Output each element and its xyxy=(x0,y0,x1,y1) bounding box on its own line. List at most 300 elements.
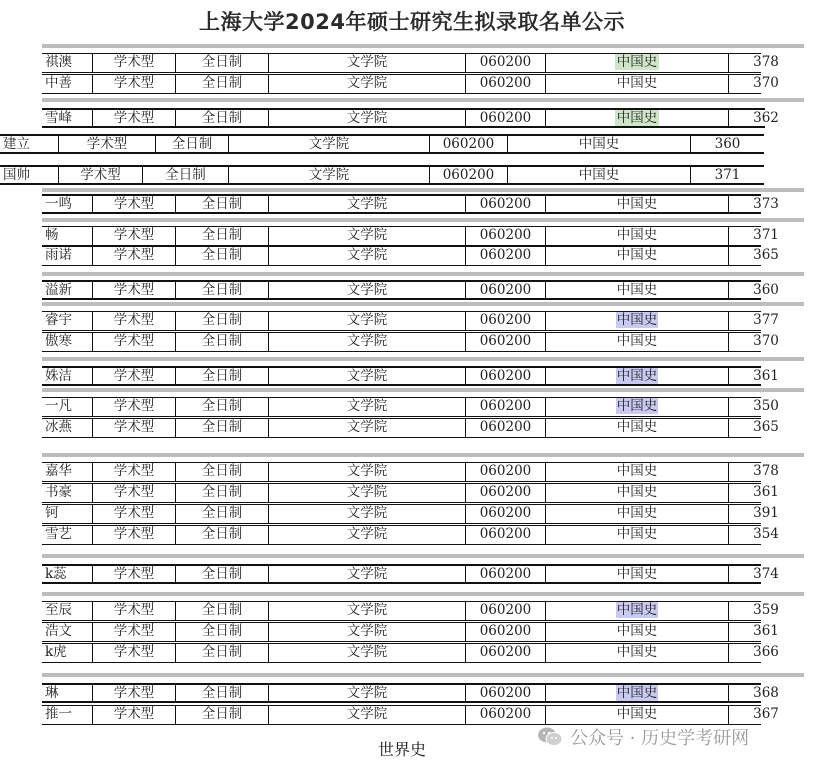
table-row xyxy=(0,134,764,154)
code-cell xyxy=(465,644,545,662)
major-cell-text: 中国史 xyxy=(616,526,658,542)
college-cell xyxy=(268,685,465,701)
watermark xyxy=(536,724,749,750)
college-cell-text: 文学院 xyxy=(346,398,388,414)
table-row xyxy=(42,397,779,417)
mode-cell-text: 全日制 xyxy=(201,398,243,414)
major-cell xyxy=(545,227,728,245)
name-cell xyxy=(42,368,92,384)
code-cell xyxy=(465,526,545,544)
row-separator xyxy=(42,302,804,306)
name-cell xyxy=(42,54,92,72)
score-cell-text: 366 xyxy=(753,644,779,660)
table-row xyxy=(42,246,779,266)
mode-cell xyxy=(175,75,268,93)
table-row xyxy=(42,194,779,214)
college-cell-text: 文学院 xyxy=(346,505,388,521)
type-cell-text: 学术型 xyxy=(113,227,155,243)
name-cell xyxy=(42,196,92,212)
row-separator xyxy=(42,453,804,457)
college-cell-text: 文学院 xyxy=(346,312,388,328)
mode-cell xyxy=(175,484,268,502)
type-cell xyxy=(92,685,175,701)
code-cell xyxy=(465,227,545,245)
type-cell xyxy=(92,526,175,544)
score-cell-text: 365 xyxy=(753,247,779,263)
code-cell xyxy=(465,398,545,416)
name-cell xyxy=(42,463,92,481)
score-cell xyxy=(728,368,803,384)
college-cell xyxy=(268,398,465,416)
name-cell-text: 傲寒 xyxy=(45,333,72,349)
major-cell-text: 中国史 xyxy=(616,419,658,435)
type-cell xyxy=(92,484,175,502)
type-cell-text: 学术型 xyxy=(80,167,121,183)
mode-cell xyxy=(175,247,268,265)
table-row xyxy=(42,622,779,642)
score-cell xyxy=(728,419,803,437)
major-cell-text: 中国史 xyxy=(616,398,658,414)
code-cell-text: 060200 xyxy=(479,282,532,298)
mode-cell xyxy=(175,505,268,523)
name-cell xyxy=(0,167,58,183)
score-cell-text: 370 xyxy=(753,75,779,91)
score-cell-text: 378 xyxy=(753,54,779,70)
code-cell-text: 060200 xyxy=(479,368,532,384)
mode-cell xyxy=(142,167,228,183)
table-row xyxy=(42,366,779,386)
mode-cell-text: 全日制 xyxy=(201,368,243,384)
type-cell xyxy=(92,505,175,523)
code-cell-text: 060200 xyxy=(442,167,495,183)
name-cell-text: 钶 xyxy=(45,505,59,521)
major-cell-text: 中国史 xyxy=(616,602,658,618)
name-cell-text: 琳 xyxy=(45,685,59,701)
score-cell-text: 370 xyxy=(753,333,779,349)
type-cell xyxy=(92,368,175,384)
score-cell-text: 391 xyxy=(753,505,779,521)
code-cell xyxy=(465,282,545,298)
mode-cell xyxy=(175,685,268,701)
name-cell xyxy=(42,602,92,620)
section-label-world-history: 世界史 xyxy=(377,740,426,759)
major-cell xyxy=(545,75,728,93)
major-cell-text: 中国史 xyxy=(616,54,658,70)
row-separator xyxy=(42,388,804,392)
major-cell xyxy=(545,505,728,523)
major-cell xyxy=(545,685,728,701)
table-row xyxy=(42,643,779,663)
score-cell-text: 354 xyxy=(753,526,779,542)
code-cell-text: 060200 xyxy=(479,602,532,618)
code-cell xyxy=(465,196,545,212)
mode-cell-text: 全日制 xyxy=(165,167,206,183)
major-cell xyxy=(545,463,728,481)
mode-cell-text: 全日制 xyxy=(201,75,243,91)
major-cell-text: 中国史 xyxy=(616,463,658,479)
code-cell xyxy=(465,75,545,93)
name-cell-text: 推一 xyxy=(45,706,72,722)
code-cell-text: 060200 xyxy=(479,110,532,126)
major-cell-text: 中国史 xyxy=(616,196,658,212)
type-cell xyxy=(92,398,175,416)
major-cell-text: 中国史 xyxy=(578,136,620,152)
score-cell xyxy=(690,167,764,183)
mode-cell-text: 全日制 xyxy=(201,602,243,618)
college-cell xyxy=(268,706,465,724)
name-cell-text: k蕊 xyxy=(45,566,67,582)
row-separator xyxy=(42,357,804,361)
mode-cell-text: 全日制 xyxy=(201,333,243,349)
name-cell-text: 国帅 xyxy=(3,167,30,183)
college-cell xyxy=(268,247,465,265)
table-row xyxy=(42,683,779,703)
college-cell-text: 文学院 xyxy=(346,333,388,349)
type-cell-text: 学术型 xyxy=(113,602,155,618)
name-cell xyxy=(42,419,92,437)
code-cell-text: 060200 xyxy=(479,505,532,521)
mode-cell-text: 全日制 xyxy=(201,566,243,582)
code-cell xyxy=(465,463,545,481)
major-cell xyxy=(545,419,728,437)
score-cell xyxy=(728,333,803,351)
row-separator xyxy=(42,673,804,677)
code-cell xyxy=(465,623,545,641)
mode-cell-text: 全日制 xyxy=(201,282,243,298)
name-cell-text: 雪艺 xyxy=(45,526,72,542)
table-row xyxy=(42,525,779,545)
score-cell xyxy=(728,75,803,93)
score-cell xyxy=(728,282,803,298)
wechat-icon xyxy=(536,725,564,749)
college-cell-text: 文学院 xyxy=(346,282,388,298)
table-row xyxy=(42,705,779,725)
type-cell-text: 学术型 xyxy=(113,463,155,479)
name-cell-text: 畅 xyxy=(45,227,59,243)
name-cell xyxy=(42,505,92,523)
major-cell xyxy=(545,333,728,351)
type-cell xyxy=(92,54,175,72)
major-cell-text: 中国史 xyxy=(616,368,658,384)
college-cell xyxy=(268,526,465,544)
mode-cell xyxy=(175,227,268,245)
type-cell-text: 学术型 xyxy=(113,54,155,70)
score-cell-text: 360 xyxy=(714,136,741,152)
table-row xyxy=(42,564,779,584)
code-cell-text: 060200 xyxy=(479,54,532,70)
score-cell-text: 361 xyxy=(753,623,779,639)
mode-cell xyxy=(175,282,268,298)
major-cell-text: 中国史 xyxy=(616,484,658,500)
code-cell-text: 060200 xyxy=(479,484,532,500)
major-cell xyxy=(545,247,728,265)
name-cell xyxy=(42,644,92,662)
mode-cell-text: 全日制 xyxy=(201,54,243,70)
mode-cell-text: 全日制 xyxy=(201,505,243,521)
name-cell-text: 中善 xyxy=(45,75,72,91)
type-cell-text: 学术型 xyxy=(113,368,155,384)
major-cell xyxy=(545,644,728,662)
table-row xyxy=(42,53,779,73)
mode-cell xyxy=(175,566,268,582)
major-cell-text: 中国史 xyxy=(616,644,658,660)
code-cell xyxy=(465,505,545,523)
college-cell-text: 文学院 xyxy=(346,368,388,384)
major-cell xyxy=(545,602,728,620)
type-cell xyxy=(92,566,175,582)
major-cell-text: 中国史 xyxy=(616,505,658,521)
score-cell xyxy=(728,566,803,582)
code-cell-text: 060200 xyxy=(479,196,532,212)
score-cell-text: 361 xyxy=(753,368,779,384)
college-cell xyxy=(268,110,465,126)
college-cell-text: 文学院 xyxy=(346,110,388,126)
score-cell xyxy=(728,623,803,641)
code-cell xyxy=(465,419,545,437)
score-cell xyxy=(728,54,803,72)
major-cell-text: 中国史 xyxy=(616,312,658,328)
college-cell-text: 文学院 xyxy=(346,54,388,70)
mode-cell-text: 全日制 xyxy=(201,110,243,126)
college-cell xyxy=(268,566,465,582)
college-cell xyxy=(268,463,465,481)
type-cell-text: 学术型 xyxy=(113,706,155,722)
major-cell xyxy=(545,526,728,544)
row-separator xyxy=(42,218,804,222)
mode-cell-text: 全日制 xyxy=(201,312,243,328)
type-cell-text: 学术型 xyxy=(113,398,155,414)
name-cell xyxy=(42,110,92,126)
major-cell xyxy=(545,312,728,330)
table-row xyxy=(42,74,779,94)
college-cell-text: 文学院 xyxy=(346,227,388,243)
score-cell xyxy=(690,136,764,152)
college-cell xyxy=(268,419,465,437)
mode-cell xyxy=(175,312,268,330)
college-cell-text: 文学院 xyxy=(346,526,388,542)
major-cell xyxy=(545,368,728,384)
row-separator xyxy=(42,272,804,276)
type-cell-text: 学术型 xyxy=(113,247,155,263)
mode-cell xyxy=(175,602,268,620)
type-cell-text: 学术型 xyxy=(113,484,155,500)
type-cell-text: 学术型 xyxy=(86,136,128,152)
score-cell xyxy=(728,602,803,620)
college-cell xyxy=(268,196,465,212)
major-cell xyxy=(545,484,728,502)
table-row xyxy=(42,462,779,482)
mode-cell-text: 全日制 xyxy=(201,526,243,542)
name-cell-text: 浩文 xyxy=(45,623,72,639)
code-cell xyxy=(465,484,545,502)
college-cell-text: 文学院 xyxy=(308,136,350,152)
score-cell xyxy=(728,110,803,126)
code-cell-text: 060200 xyxy=(479,566,532,582)
table-row xyxy=(42,226,779,246)
major-cell-text: 中国史 xyxy=(616,333,658,349)
score-cell xyxy=(728,398,803,416)
score-cell-text: 368 xyxy=(753,685,779,701)
mode-cell xyxy=(155,136,228,152)
mode-cell-text: 全日制 xyxy=(201,247,243,263)
major-cell-text: 中国史 xyxy=(616,706,658,722)
major-cell xyxy=(545,196,728,212)
name-cell-text: 溢新 xyxy=(45,282,72,298)
table-row xyxy=(42,483,779,503)
major-cell-text: 中国史 xyxy=(578,167,620,183)
major-cell-text: 中国史 xyxy=(616,75,658,91)
type-cell xyxy=(92,247,175,265)
watermark-text: 公众号 · 历史学考研网 xyxy=(570,728,750,749)
college-cell-text: 文学院 xyxy=(346,484,388,500)
code-cell xyxy=(465,685,545,701)
college-cell xyxy=(268,368,465,384)
code-cell-text: 060200 xyxy=(479,247,532,263)
table-row xyxy=(42,108,779,128)
score-cell xyxy=(728,196,803,212)
score-cell-text: 377 xyxy=(753,312,779,328)
score-cell xyxy=(728,312,803,330)
score-cell-text: 371 xyxy=(753,227,779,243)
type-cell-text: 学术型 xyxy=(113,566,155,582)
mode-cell xyxy=(175,398,268,416)
major-cell-text: 中国史 xyxy=(616,247,658,263)
score-cell xyxy=(728,644,803,662)
college-cell-text: 文学院 xyxy=(308,167,350,183)
score-cell xyxy=(728,463,803,481)
type-cell-text: 学术型 xyxy=(113,312,155,328)
type-cell-text: 学术型 xyxy=(113,196,155,212)
code-cell-text: 060200 xyxy=(479,398,532,414)
mode-cell xyxy=(175,333,268,351)
college-cell-text: 文学院 xyxy=(346,644,388,660)
major-cell xyxy=(545,623,728,641)
college-cell xyxy=(268,282,465,298)
score-cell xyxy=(728,227,803,245)
score-cell-text: 362 xyxy=(753,110,779,126)
name-cell xyxy=(42,685,92,701)
score-cell xyxy=(728,484,803,502)
mode-cell-text: 全日制 xyxy=(201,484,243,500)
college-cell xyxy=(268,333,465,351)
college-cell xyxy=(228,136,429,152)
type-cell-text: 学术型 xyxy=(113,75,155,91)
score-cell-text: 373 xyxy=(753,196,779,212)
mode-cell-text: 全日制 xyxy=(201,706,243,722)
name-cell xyxy=(42,333,92,351)
score-cell-text: 359 xyxy=(753,602,779,618)
mode-cell xyxy=(175,196,268,212)
mode-cell-text: 全日制 xyxy=(201,227,243,243)
name-cell-text: 祺澳 xyxy=(45,54,72,70)
type-cell xyxy=(92,75,175,93)
college-cell-text: 文学院 xyxy=(346,685,388,701)
page-title: 上海大学2024年硕士研究生拟录取名单公示 xyxy=(199,10,625,34)
code-cell-text: 060200 xyxy=(479,526,532,542)
table-row xyxy=(42,418,779,438)
table-row xyxy=(0,165,764,185)
type-cell xyxy=(92,706,175,724)
name-cell xyxy=(42,282,92,298)
code-cell-text: 060200 xyxy=(479,75,532,91)
row-separator xyxy=(42,592,804,596)
major-cell xyxy=(545,282,728,298)
code-cell-text: 060200 xyxy=(442,136,495,152)
major-cell-text: 中国史 xyxy=(616,623,658,639)
name-cell-text: 雪峰 xyxy=(45,110,72,126)
score-cell-text: 360 xyxy=(753,282,779,298)
type-cell xyxy=(92,196,175,212)
mode-cell xyxy=(175,706,268,724)
major-cell-text: 中国史 xyxy=(616,110,658,126)
score-cell-text: 350 xyxy=(753,398,779,414)
name-cell xyxy=(42,566,92,582)
score-cell xyxy=(728,247,803,265)
college-cell-text: 文学院 xyxy=(346,247,388,263)
code-cell-text: 060200 xyxy=(479,419,532,435)
code-cell xyxy=(465,110,545,126)
college-cell-text: 文学院 xyxy=(346,566,388,582)
code-cell-text: 060200 xyxy=(479,312,532,328)
code-cell xyxy=(465,706,545,724)
mode-cell xyxy=(175,644,268,662)
name-cell xyxy=(42,526,92,544)
mode-cell-text: 全日制 xyxy=(201,463,243,479)
college-cell-text: 文学院 xyxy=(346,196,388,212)
type-cell-text: 学术型 xyxy=(113,282,155,298)
type-cell-text: 学术型 xyxy=(113,685,155,701)
table-row xyxy=(42,601,779,621)
code-cell-text: 060200 xyxy=(479,685,532,701)
name-cell-text: 嘉华 xyxy=(45,463,72,479)
code-cell xyxy=(429,167,507,183)
college-cell xyxy=(268,505,465,523)
college-cell-text: 文学院 xyxy=(346,706,388,722)
mode-cell xyxy=(175,110,268,126)
major-cell xyxy=(507,167,690,183)
college-cell-text: 文学院 xyxy=(346,75,388,91)
code-cell xyxy=(465,247,545,265)
name-cell xyxy=(42,247,92,265)
code-cell-text: 060200 xyxy=(479,623,532,639)
mode-cell-text: 全日制 xyxy=(201,196,243,212)
type-cell xyxy=(92,282,175,298)
name-cell xyxy=(0,136,58,152)
name-cell xyxy=(42,623,92,641)
college-cell xyxy=(268,75,465,93)
college-cell xyxy=(268,623,465,641)
mode-cell xyxy=(175,419,268,437)
score-cell-text: 361 xyxy=(753,484,779,500)
type-cell-text: 学术型 xyxy=(113,505,155,521)
major-cell-text: 中国史 xyxy=(616,227,658,243)
college-cell-text: 文学院 xyxy=(346,463,388,479)
college-cell xyxy=(268,312,465,330)
college-cell xyxy=(268,602,465,620)
type-cell-text: 学术型 xyxy=(113,623,155,639)
score-cell-text: 365 xyxy=(753,419,779,435)
mode-cell xyxy=(175,368,268,384)
code-cell-text: 060200 xyxy=(479,333,532,349)
name-cell-text: 一凡 xyxy=(45,398,72,414)
mode-cell xyxy=(175,463,268,481)
name-cell-text: 姝洁 xyxy=(45,368,72,384)
major-cell xyxy=(545,706,728,724)
code-cell xyxy=(465,368,545,384)
code-cell-text: 060200 xyxy=(479,644,532,660)
type-cell xyxy=(92,463,175,481)
score-cell-text: 374 xyxy=(753,566,779,582)
